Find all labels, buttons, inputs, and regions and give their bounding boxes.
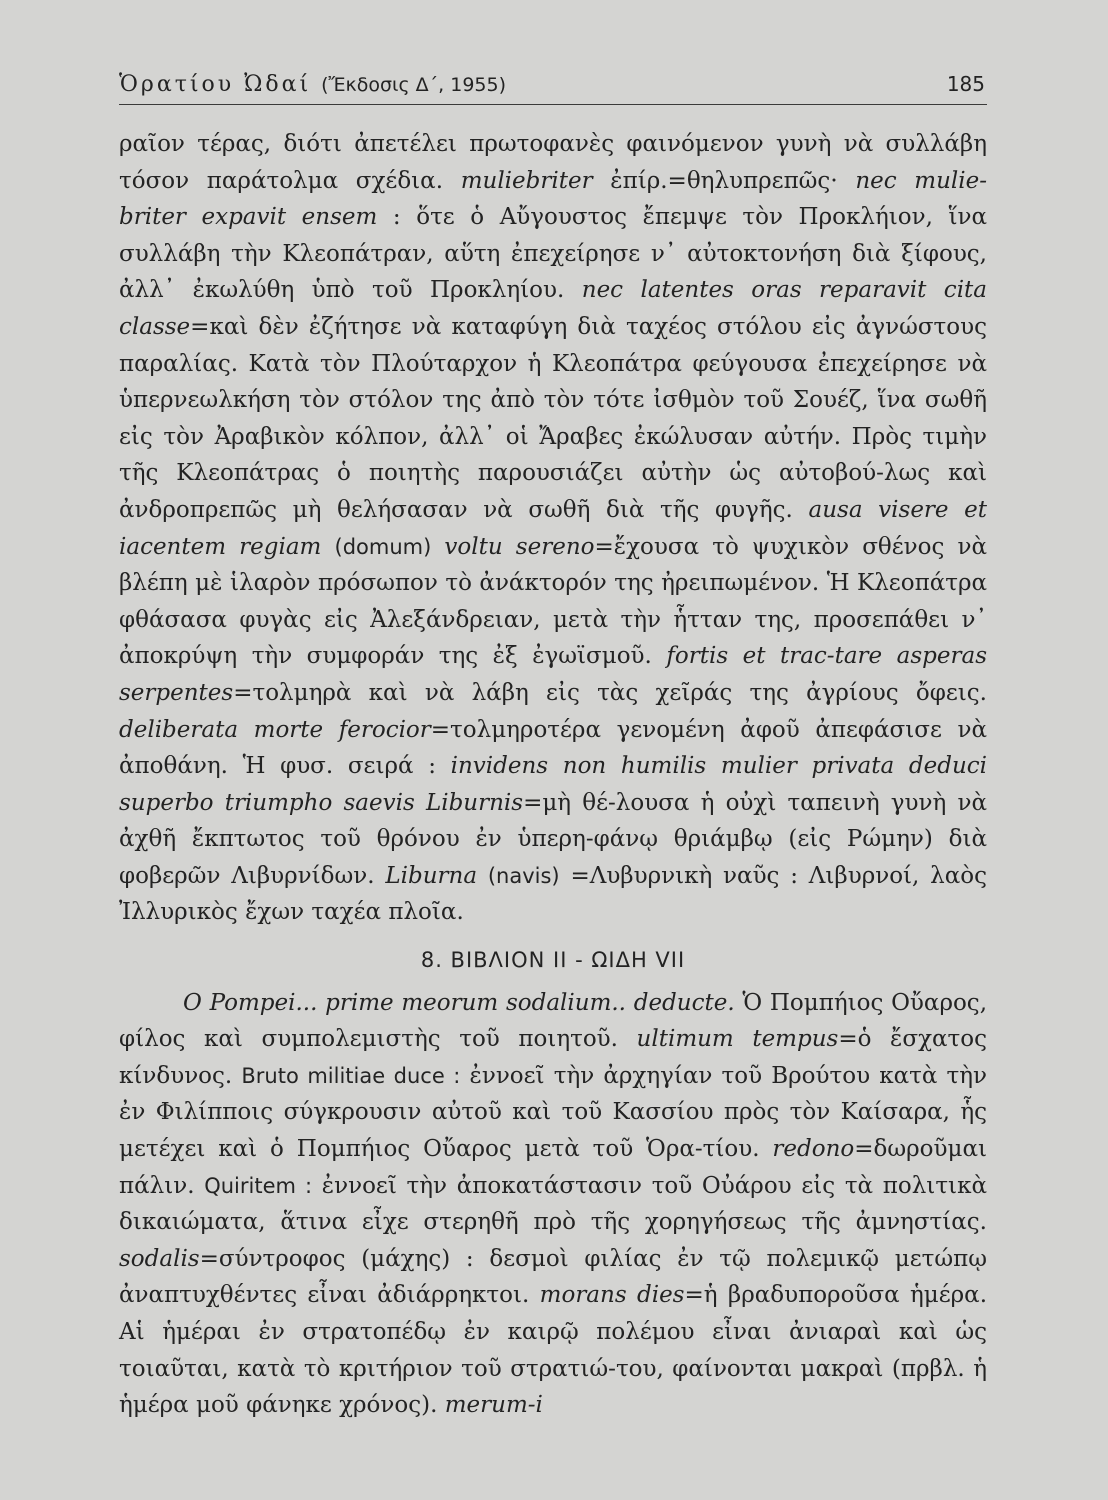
paragraph-pompeius: O Pompei... prime meorum sodalium.. deducte. Ὁ Πομπήιος Οὔαρος, φίλος καὶ συμπολεμιστὴς τοῦ ποιητοῦ. ultimum tempus=ὁ ἔσχατος κίνδυνος. Bruto militiae duce : ἐννοεῖ τὴν ἀρχηγίαν τοῦ Βρούτου κατὰ τὴν ἐν Φιλίπποις σύγκρουσιν αὐτοῦ καὶ τοῦ Κασσίου πρὸς τὸν Καίσαρα, ἧς μετέχει καὶ ὁ Πομπήιος Οὔαρος μετὰ τοῦ Ὁρα-τίου. redono=δωροῦμαι πάλιν. Quiritem : ἐννοεῖ τὴν ἀποκατάστασιν τοῦ Οὐάρου εἰς τὰ πολιτικὰ δικαιώματα, ἅτινα εἶχε στερηθῆ πρὸ τῆς χορηγήσεως τῆς ἀμνηστίας. sodalis=σύντροφος (μάχης) : δεσμοὶ φιλίας ἐν τῷ πολεμικῷ μετώπῳ ἀναπτυχθέντες εἶναι ἀδιάρρηκτοι. morans dies=ἡ βραδυποροῦσα ἡμέρα. Αἱ ἡμέραι ἐν στρατοπέδῳ ἐν καιρῷ πολέμου εἶναι ἀνιαραὶ καὶ ὡς τοιαῦται, κατὰ τὸ κριτήριον τοῦ στρατιώ-του, φαίνονται μακραὶ (πρβλ. ἡ ἡμέρα μοῦ φάνηκε χρόνος). merum-i — [119, 989, 988, 1419]
page-number: 185 — [946, 72, 985, 96]
commentary-text — [119, 126, 987, 1424]
edition-text: (Ἔκδοσις Δ΄, 1955) — [321, 74, 507, 96]
paragraph-cleopatra: ραῖον τέρας, διότι ἀπετέλει πρωτοφανὲς φαινόμενον γυνὴ νὰ συλλάβη τόσον παράτολμα σχέδια. muliebriter ἐπίρ.=θηλυπρεπῶς· nec mulie-briter expavit ensem : ὅτε ὁ Αὔγουστος ἔπεμψε τὸν Προκλήιον, ἵνα συλλάβη τὴν Κλεοπάτραν, αὕτη ἐπεχείρησε ν᾽ αὐτοκτονήση διὰ ξίφους, ἀλλ᾽ ἐκωλύθη ὑπὸ τοῦ Προκληίου. nec latentes oras reparavit cita classe=καὶ δὲν ἐζήτησε νὰ καταφύγη διὰ ταχέος στόλου εἰς ἀγνώστους παραλίας. Κατὰ τὸν Πλούταρχον ἡ Κλεοπάτρα φεύγουσα ἐπεχείρησε νὰ ὑπερνεωλκήση τὸν στόλον της ἀπὸ τὸν τότε ἰσθμὸν τοῦ Σουέζ, ἵνα σωθῆ εἰς τὸν Ἀραβικὸν κόλπον, ἀλλ᾽ οἱ Ἄραβες ἐκώλυσαν αὐτήν. Πρὸς τιμὴν τῆς Κλεοπάτρας ὁ ποιητὴς παρουσιάζει αὐτὴν ὡς αὐτοβού-λως καὶ ἀνδροπρεπῶς μὴ θελήσασαν νὰ σωθῆ διὰ τῆς φυγῆς. ausa visere et iacentem regiam (domum) voltu sereno=ἔχουσα τὸ ψυχικὸν σθένος νὰ βλέπη μὲ ἱλαρὸν πρόσωπον τὸ ἀνάκτορόν της ἠρειπωμένον. Ἡ Κλεοπάτρα φθάσασα φυγὰς εἰς Ἀλεξάνδρειαν, μετὰ τὴν ἧτταν της, προσεπάθει ν᾽ ἀποκρύψη τὴν συμφοράν της ἐξ ἐγωϊσμοῦ. fortis et trac-tare asperas serpentes=τολμηρὰ καὶ νὰ λάβη εἰς τὰς χεῖράς της ἀγρίους ὄφεις. deliberata morte ferocior=τολμηροτέρα γενομένη ἀφοῦ ἀπεφάσισε νὰ ἀποθάνη. Ἡ φυσ. σειρά : invidens non humilis mulier privata deduci superbo triumpho saevis Liburnis=μὴ θέ-λουσα ἡ οὐχὶ ταπεινὴ γυνὴ νὰ ἀχθῆ ἔκπτωτος τοῦ θρόνου ἐν ὑπερη-φάνῳ θριάμβῳ (εἰς Ρώμην) διὰ φοβερῶν Λιβυρνίδων. Liburna (navis) =Λυβυρνικὴ ναῦς : Λιβυρνοί, λαὸς Ἰλλυρικὸς ἔχων ταχέα πλοῖα. — [119, 131, 988, 926]
running-title-text: Ὁρατίου Ὠδαί — [119, 72, 312, 97]
running-title — [119, 72, 506, 97]
page-header — [119, 68, 987, 105]
section-heading: 8. ΒΙΒΛΙΟΝ ΙΙ - ΩΙΔΗ VII — [420, 948, 686, 973]
